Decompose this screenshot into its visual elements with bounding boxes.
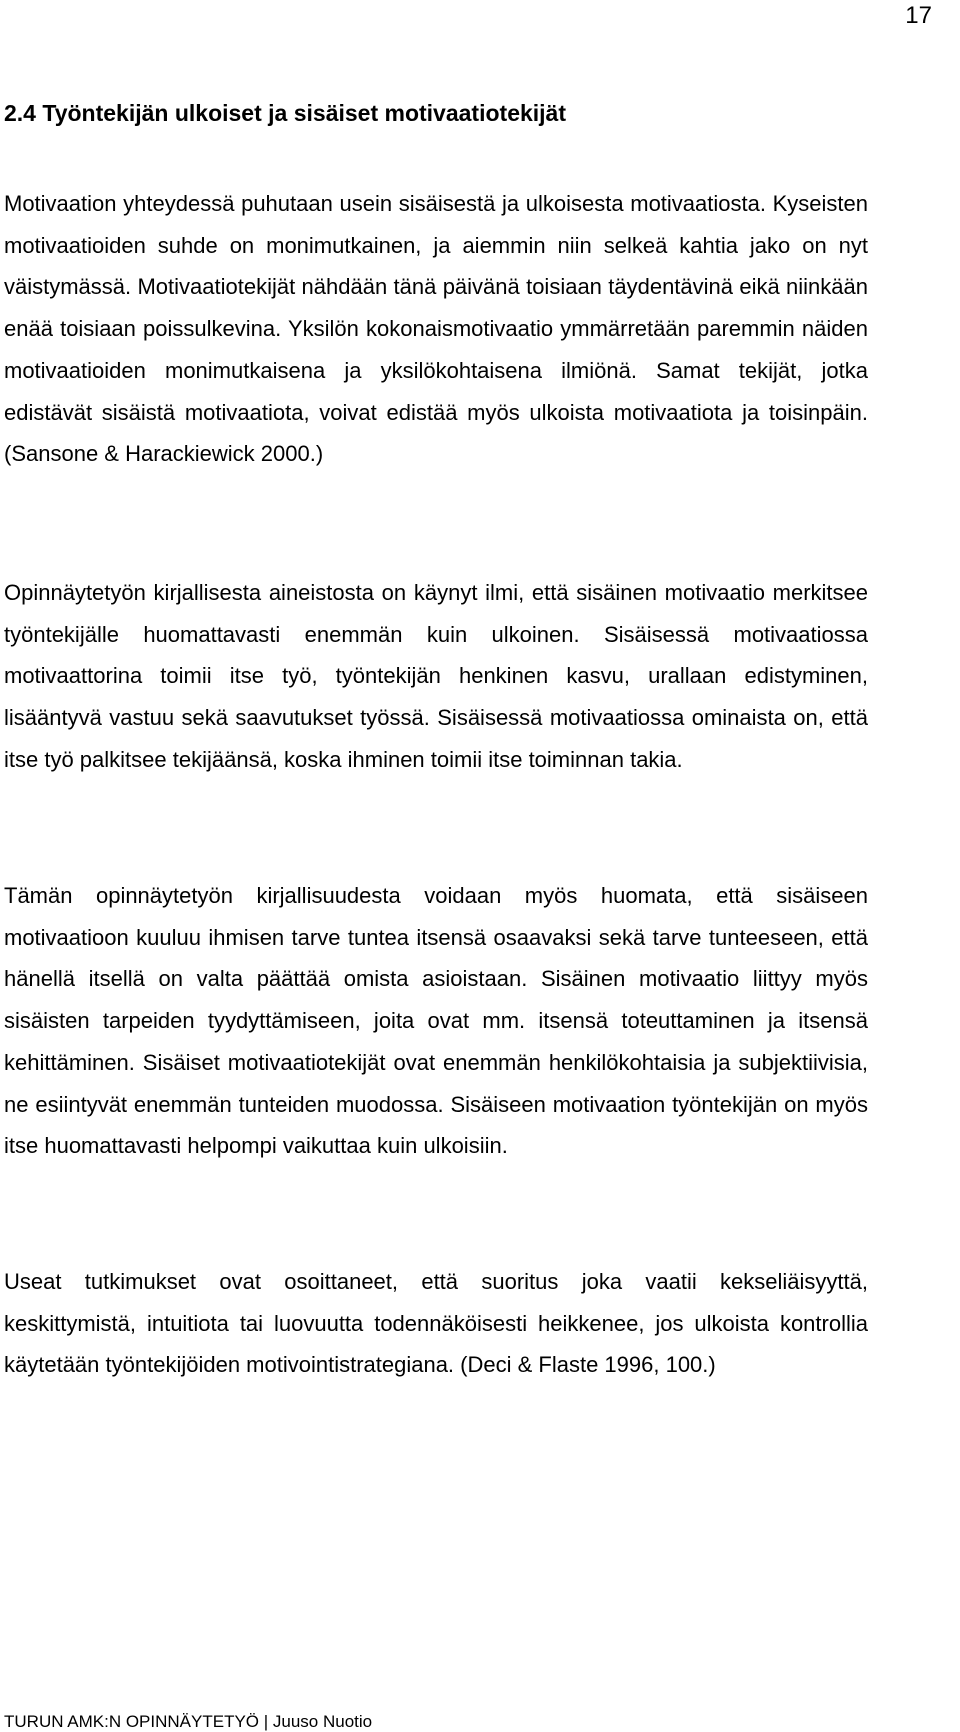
paragraph-research-findings: Useat tutkimukset ovat osoittaneet, että suoritus joka vaatii kekseliäisyyttä, keskittymistä, intuitiota tai luovuutta todennäköisesti heikkenee, jos ulkoista kontrollia käytetään työntekijöiden motivointistrategiana. (Deci & Flaste 1996, 100.) bbox=[4, 1269, 868, 1378]
paragraph-intrinsic-needs: Tämän opinnäytetyön kirjallisuudesta voidaan myös huomata, että sisäiseen motivaatioon kuuluu ihmisen tarve tuntea itsensä osaavaksi sekä tarve tunteeseen, että hänellä itsellä on valta päättää omista asioistaan. Sisäinen motivaatio liittyy myös sisäisten tarpeiden tyydyttämiseen, joita ovat mm. itsensä toteuttaminen ja itsensä kehittäminen. Sisäiset motivaatiotekijät ovat enemmän henkilökohtaisia ja subjektiivisia, ne esiintyvät enemmän tunteiden muodossa. Sisäiseen motivaation työntekijän on myös itse huomattavasti helpompi vaikuttaa kuin ulkoisiin. bbox=[4, 883, 868, 1159]
paragraph-motivation-overview: Motivaation yhteydessä puhutaan usein sisäisestä ja ulkoisesta motivaatiosta. Kyseisten motivaatioiden suhde on monimutkainen, ja aiemmin niin selkeä kahtia jako on nyt väistymässä. Motivaatiotekijät nähdään tänä päivänä toisiaan täydentävinä eikä niinkään enää toisiaan poissulkevina. Yksilön kokonaismotivaatio ymmärretään paremmin näiden motivaatioiden monimutkaisena ja yksilökohtaisena ilmiönä. Samat tekijät, jotka edistävät sisäistä motivaatiota, voivat edistää myös ulkoista motivaatiota ja toisinpäin. (Sansone & Harackiewick 2000.) bbox=[4, 191, 868, 467]
page-number: 17 bbox=[905, 2, 932, 29]
paragraph-intrinsic-motivation: Opinnäytetyön kirjallisesta aineistosta on käynyt ilmi, että sisäinen motivaatio merkitsee työntekijälle huomattavasti enemmän kuin ulkoinen. Sisäisessä motivaatiossa motivaattorina toimii itse työ, työntekijän henkinen kasvu, urallaan edistyminen, lisääntyvä vastuu sekä saavutukset työssä. Sisäisessä motivaatiossa ominaista on, että itse työ palkitsee tekijäänsä, koska ihminen toimii itse toiminnan takia. bbox=[4, 580, 868, 772]
page-footer: TURUN AMK:N OPINNÄYTETYÖ | Juuso Nuotio bbox=[4, 1712, 373, 1731]
section-heading: 2.4 Työntekijän ulkoiset ja sisäiset motivaatiotekijät bbox=[4, 100, 567, 126]
